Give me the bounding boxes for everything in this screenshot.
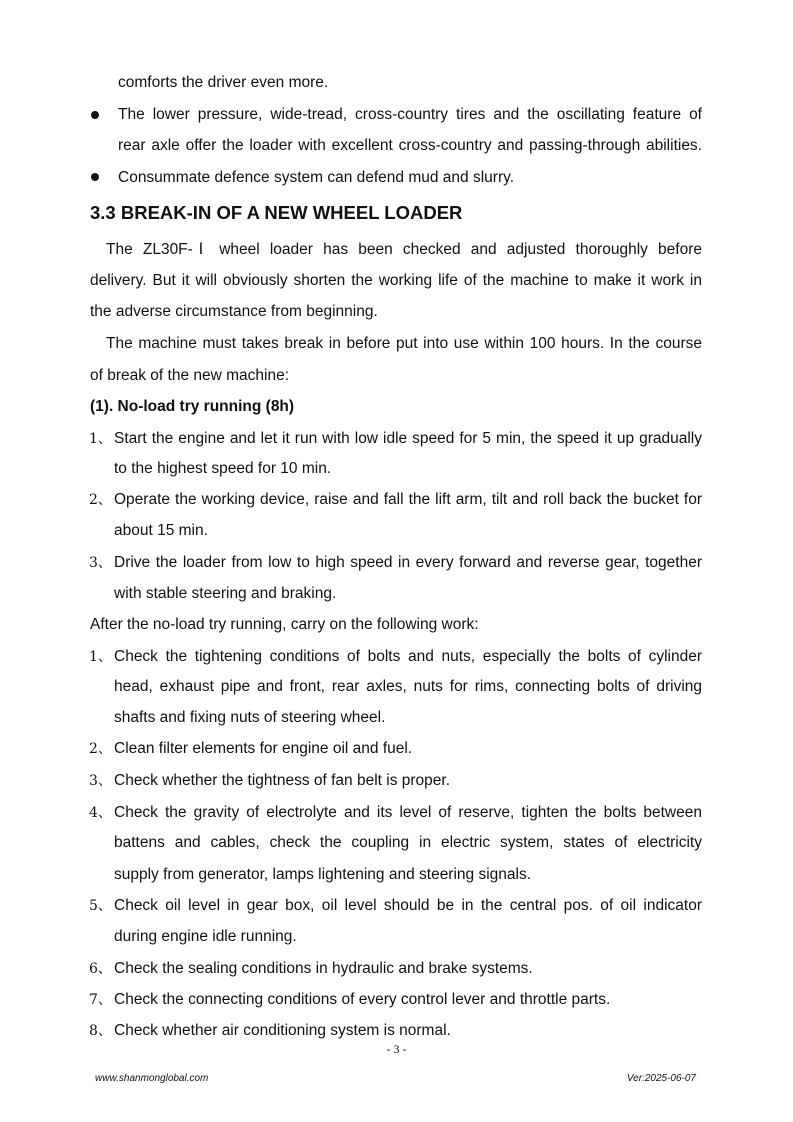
list-number: 3、 [89, 555, 112, 571]
footer-website: www.shanmonglobal.com [95, 1073, 209, 1084]
list-item: battens and cables, check the coupling in electric system, states of electricity [114, 834, 702, 851]
list-item: Drive the loader from low to high speed in every forward and reverse gear, together [114, 554, 702, 571]
list-number: 2、 [89, 741, 112, 757]
list-item: head, exhaust pipe and front, rear axles, nuts for rims, connecting bolts of driving [114, 678, 702, 695]
bullet-text: rear axle offer the loader with excellent cross-country and passing-through abilities. [118, 137, 702, 154]
list-item: Check the tightening conditions of bolts and nuts, especially the bolts of cylinder [114, 648, 702, 665]
list-number: 7、 [89, 992, 112, 1008]
list-number: 3、 [89, 773, 112, 789]
list-item: Check whether air conditioning system is normal. [114, 1022, 451, 1039]
list-number: 1、 [89, 431, 112, 447]
list-item: Check the sealing conditions in hydraulic and brake systems. [114, 960, 533, 977]
list-number: 1、 [89, 649, 112, 665]
list-item: during engine idle running. [114, 928, 297, 945]
list-number: 5、 [89, 898, 112, 914]
footer-version: Ver:2025-06-07 [626, 1073, 696, 1084]
list-number: 6、 [89, 961, 112, 977]
section-heading: 3.3 BREAK-IN OF A NEW WHEEL LOADER [90, 202, 463, 223]
list-item: to the highest speed for 10 min. [114, 460, 332, 477]
paragraph-line: After the no-load try running, carry on the following work: [90, 616, 479, 633]
list-number: 2、 [89, 492, 112, 508]
list-number: 8、 [89, 1023, 112, 1039]
paragraph-line: delivery. But it will obviously shorten the working life of the machine to make it work in [90, 272, 702, 289]
bullet-text: The lower pressure, wide-tread, cross-country tires and the oscillating feature of [118, 106, 702, 123]
paragraph-line: of break of the new machine: [90, 367, 290, 384]
paragraph-line: the adverse circumstance from beginning. [90, 303, 378, 320]
list-item: Check the connecting conditions of every control lever and throttle parts. [114, 991, 611, 1008]
list-item: Clean filter elements for engine oil and fuel. [114, 740, 413, 757]
list-item: supply from generator, lamps lightening and steering signals. [114, 866, 532, 883]
list-number: 4、 [89, 805, 112, 821]
subheading: (1). No-load try running (8h) [90, 398, 295, 415]
list-item: Start the engine and let it run with low idle speed for 5 min, the speed it up gradually [114, 430, 702, 447]
list-item: about 15 min. [114, 522, 208, 539]
page-number: - 3 - [386, 1042, 407, 1056]
list-item: Check the gravity of electrolyte and its level of reserve, tighten the bolts between [114, 804, 702, 821]
list-item: Operate the working device, raise and fall the lift arm, tilt and roll back the bucket for [114, 491, 702, 508]
list-item: with stable steering and braking. [114, 585, 337, 602]
bullet-icon [91, 111, 99, 119]
bullet-icon [91, 173, 99, 181]
list-item: Check whether the tightness of fan belt is proper. [114, 772, 451, 789]
bullet-text: Consummate defence system can defend mud and slurry. [118, 169, 515, 186]
list-item: shafts and fixing nuts of steering wheel. [114, 709, 386, 726]
paragraph-line: The machine must takes break in before put into use within 100 hours. In the course [106, 335, 702, 352]
continuation-line: comforts the driver even more. [118, 74, 329, 91]
list-item: Check oil level in gear box, oil level should be in the central pos. of oil indicator [114, 897, 702, 914]
paragraph-line: The ZL30F-Ⅰ wheel loader has been checked and adjusted thoroughly before [106, 241, 702, 258]
